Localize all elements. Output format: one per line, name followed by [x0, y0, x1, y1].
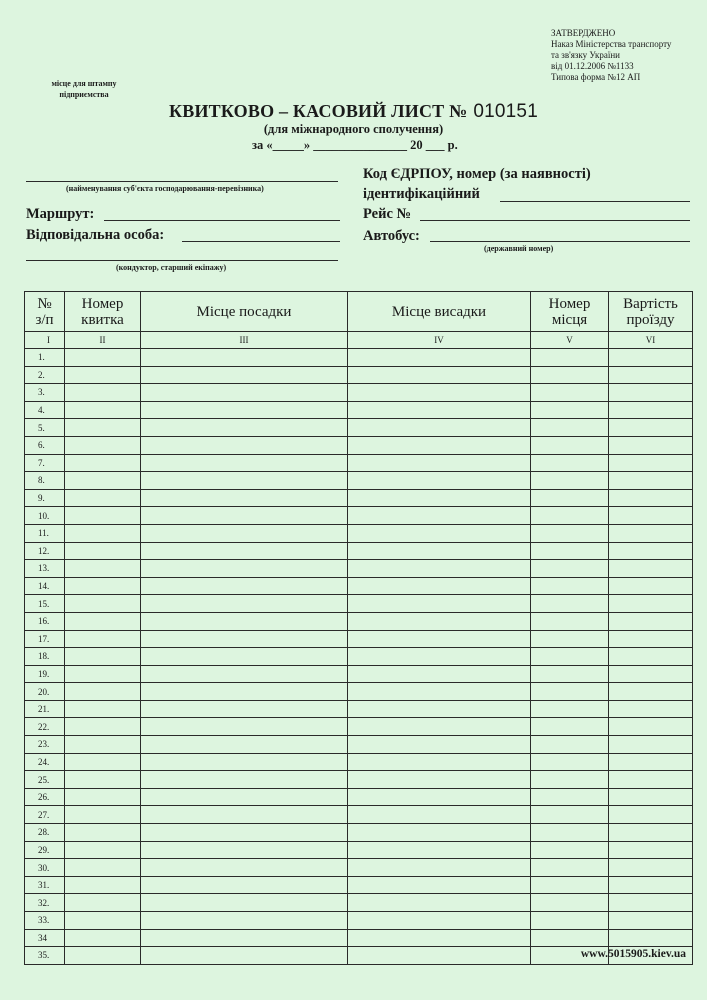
- ticket-number-cell[interactable]: [65, 436, 141, 454]
- alighting-place-cell[interactable]: [348, 401, 531, 419]
- fare-cell[interactable]: [609, 507, 693, 525]
- fare-cell[interactable]: [609, 665, 693, 683]
- seat-number-cell[interactable]: [531, 630, 609, 648]
- header-ticket-number: [65, 292, 141, 332]
- table-row: [25, 366, 693, 384]
- approval-line-3: від 01.12.2006 №1133: [551, 61, 634, 71]
- alighting-place-cell[interactable]: [348, 612, 531, 630]
- alighting-place-cell[interactable]: [348, 560, 531, 578]
- table-row: [25, 542, 693, 560]
- fare-cell[interactable]: [609, 929, 693, 947]
- seat-number-cell[interactable]: [531, 577, 609, 595]
- seat-number-cell[interactable]: [531, 401, 609, 419]
- seat-number-cell[interactable]: [531, 718, 609, 736]
- boarding-place-cell[interactable]: [141, 560, 348, 578]
- seat-number-cell[interactable]: [531, 700, 609, 718]
- row-number: 26.: [25, 788, 65, 806]
- alighting-place-cell[interactable]: [348, 595, 531, 613]
- ticket-number-cell[interactable]: [65, 349, 141, 367]
- table-row: [25, 788, 693, 806]
- form-subtitle: (для міжнародного сполучення): [263, 122, 444, 136]
- table-row: [25, 612, 693, 630]
- seat-number-cell[interactable]: [531, 824, 609, 842]
- boarding-place-cell[interactable]: [141, 912, 348, 930]
- header-seat-number-line-1: Номер: [548, 295, 591, 312]
- table-row: [25, 876, 693, 894]
- seat-number-cell[interactable]: [531, 912, 609, 930]
- header-ticket-number-line-1: Номер: [81, 295, 124, 312]
- fare-cell[interactable]: [609, 612, 693, 630]
- table-row: [25, 912, 693, 930]
- header-fare-line-2: проїзду: [626, 311, 675, 328]
- fare-cell[interactable]: [609, 736, 693, 754]
- alighting-place-cell[interactable]: [348, 648, 531, 666]
- alighting-place-cell[interactable]: [348, 912, 531, 930]
- ticket-number-cell[interactable]: [65, 595, 141, 613]
- stamp-line-1: місце для штампу: [51, 79, 117, 88]
- ticket-number-cell[interactable]: [65, 524, 141, 542]
- seat-number-cell[interactable]: [531, 806, 609, 824]
- ticket-number-cell[interactable]: [65, 736, 141, 754]
- form-title: [0, 101, 707, 123]
- form-number: 010151: [473, 101, 538, 122]
- header-alighting-place: [348, 292, 531, 332]
- alighting-place-cell[interactable]: [348, 665, 531, 683]
- ticket-number-cell[interactable]: [65, 384, 141, 402]
- boarding-place-cell[interactable]: [141, 841, 348, 859]
- roman-column-label: V: [531, 332, 609, 349]
- conductor-caption: (кондуктор, старший екіпажу): [116, 263, 227, 272]
- row-number: 7.: [25, 454, 65, 472]
- seat-number-cell[interactable]: [531, 788, 609, 806]
- boarding-place-cell[interactable]: [141, 665, 348, 683]
- boarding-place-cell[interactable]: [141, 683, 348, 701]
- boarding-place-cell[interactable]: [141, 366, 348, 384]
- ticket-number-cell[interactable]: [65, 401, 141, 419]
- row-number: 13.: [25, 560, 65, 578]
- alighting-place-cell[interactable]: [348, 788, 531, 806]
- fare-cell[interactable]: [609, 560, 693, 578]
- header-seat-number: [531, 292, 609, 332]
- ticket-number-cell[interactable]: [65, 788, 141, 806]
- alighting-place-cell[interactable]: [348, 349, 531, 367]
- seat-number-cell[interactable]: [531, 349, 609, 367]
- table-row: [25, 700, 693, 718]
- alighting-place-cell[interactable]: [348, 947, 531, 965]
- row-number: 11.: [25, 524, 65, 542]
- table-row: [25, 771, 693, 789]
- row-number: 29.: [25, 841, 65, 859]
- fare-cell[interactable]: [609, 630, 693, 648]
- boarding-place-cell[interactable]: [141, 788, 348, 806]
- row-number: 30.: [25, 859, 65, 877]
- alighting-place-cell[interactable]: [348, 384, 531, 402]
- boarding-place-cell[interactable]: [141, 595, 348, 613]
- route-field[interactable]: [104, 220, 340, 221]
- row-number: 23.: [25, 736, 65, 754]
- boarding-place-cell[interactable]: [141, 542, 348, 560]
- roman-column-label: VI: [609, 332, 693, 349]
- boarding-place-cell[interactable]: [141, 736, 348, 754]
- fare-cell[interactable]: [609, 524, 693, 542]
- alighting-place-cell[interactable]: [348, 736, 531, 754]
- ticket-number-cell[interactable]: [65, 824, 141, 842]
- boarding-place-cell[interactable]: [141, 489, 348, 507]
- seat-number-cell[interactable]: [531, 436, 609, 454]
- seat-number-cell[interactable]: [531, 612, 609, 630]
- boarding-place-cell[interactable]: [141, 771, 348, 789]
- boarding-place-cell[interactable]: [141, 876, 348, 894]
- ticket-number-cell[interactable]: [65, 454, 141, 472]
- boarding-place-cell[interactable]: [141, 894, 348, 912]
- ticket-number-cell[interactable]: [65, 718, 141, 736]
- alighting-place-cell[interactable]: [348, 876, 531, 894]
- seat-number-cell[interactable]: [531, 929, 609, 947]
- ticket-number-cell[interactable]: [65, 577, 141, 595]
- seat-number-cell[interactable]: [531, 384, 609, 402]
- roman-column-label: IV: [348, 332, 531, 349]
- boarding-place-cell[interactable]: [141, 718, 348, 736]
- seat-number-cell[interactable]: [531, 560, 609, 578]
- alighting-place-cell[interactable]: [348, 366, 531, 384]
- alighting-place-cell[interactable]: [348, 894, 531, 912]
- alighting-place-cell[interactable]: [348, 577, 531, 595]
- approval-line-1: Наказ Міністерства транспорту: [551, 39, 672, 49]
- row-number: 16.: [25, 612, 65, 630]
- row-number: 19.: [25, 665, 65, 683]
- row-number: 24.: [25, 753, 65, 771]
- seat-number-cell[interactable]: [531, 859, 609, 877]
- fare-cell[interactable]: [609, 806, 693, 824]
- ticket-number-cell[interactable]: [65, 947, 141, 965]
- ticket-number-cell[interactable]: [65, 753, 141, 771]
- seat-number-cell[interactable]: [531, 753, 609, 771]
- seat-number-cell[interactable]: [531, 648, 609, 666]
- alighting-place-cell[interactable]: [348, 771, 531, 789]
- alighting-place-cell[interactable]: [348, 524, 531, 542]
- row-number: 34: [25, 929, 65, 947]
- alighting-place-cell[interactable]: [348, 700, 531, 718]
- form-date: за «_____» _______________ 20 ___ р.: [252, 138, 458, 152]
- ticket-number-cell[interactable]: [65, 700, 141, 718]
- boarding-place-cell[interactable]: [141, 859, 348, 877]
- table-row: [25, 665, 693, 683]
- boarding-place-cell[interactable]: [141, 349, 348, 367]
- fare-cell[interactable]: [609, 788, 693, 806]
- fare-cell[interactable]: [609, 771, 693, 789]
- ident-label: ідентифікаційний: [363, 186, 480, 202]
- fare-cell[interactable]: [609, 859, 693, 877]
- seat-number-cell[interactable]: [531, 419, 609, 437]
- row-number: 25.: [25, 771, 65, 789]
- fare-cell[interactable]: [609, 876, 693, 894]
- bus-label: Автобус:: [363, 228, 420, 244]
- boarding-place-cell[interactable]: [141, 507, 348, 525]
- approval-line-4: Типова форма №12 АП: [551, 72, 641, 82]
- ticket-number-cell[interactable]: [65, 665, 141, 683]
- conductor-field[interactable]: [26, 260, 338, 261]
- table-row: [25, 630, 693, 648]
- ticket-number-cell[interactable]: [65, 489, 141, 507]
- seat-number-cell[interactable]: [531, 542, 609, 560]
- header-no-line-2: з/п: [35, 311, 54, 328]
- ticket-number-cell[interactable]: [65, 630, 141, 648]
- seat-number-cell[interactable]: [531, 876, 609, 894]
- alighting-place-cell[interactable]: [348, 436, 531, 454]
- row-number: 5.: [25, 419, 65, 437]
- row-number: 4.: [25, 401, 65, 419]
- seat-number-cell[interactable]: [531, 524, 609, 542]
- row-number: 2.: [25, 366, 65, 384]
- boarding-place-cell[interactable]: [141, 806, 348, 824]
- route-label: Маршрут:: [26, 206, 95, 222]
- alighting-place-cell[interactable]: [348, 683, 531, 701]
- seat-number-cell[interactable]: [531, 366, 609, 384]
- seat-number-cell[interactable]: [531, 595, 609, 613]
- table-row: [25, 718, 693, 736]
- boarding-place-cell[interactable]: [141, 648, 348, 666]
- ticket-number-cell[interactable]: [65, 419, 141, 437]
- table-row: [25, 472, 693, 490]
- header-seat-number-line-2: місця: [551, 311, 588, 328]
- fare-cell[interactable]: [609, 401, 693, 419]
- boarding-place-cell[interactable]: [141, 454, 348, 472]
- fare-cell[interactable]: [609, 489, 693, 507]
- table-row: [25, 454, 693, 472]
- table-row: [25, 524, 693, 542]
- table-row: [25, 384, 693, 402]
- fare-cell[interactable]: [609, 700, 693, 718]
- row-number: 6.: [25, 436, 65, 454]
- row-number: 31.: [25, 876, 65, 894]
- row-number: 9.: [25, 489, 65, 507]
- header-boarding-place: [141, 292, 348, 332]
- boarding-place-cell[interactable]: [141, 472, 348, 490]
- table-row: [25, 824, 693, 842]
- table-row: [25, 595, 693, 613]
- row-number: 10.: [25, 507, 65, 525]
- table-row: [25, 894, 693, 912]
- alighting-place-cell[interactable]: [348, 753, 531, 771]
- fare-cell[interactable]: [609, 366, 693, 384]
- ticket-number-cell[interactable]: [65, 894, 141, 912]
- fare-cell[interactable]: [609, 912, 693, 930]
- carrier-name-field[interactable]: [26, 181, 338, 182]
- ticket-number-cell[interactable]: [65, 560, 141, 578]
- table-row: [25, 507, 693, 525]
- boarding-place-cell[interactable]: [141, 436, 348, 454]
- row-number: 17.: [25, 630, 65, 648]
- ticket-number-cell[interactable]: [65, 472, 141, 490]
- boarding-place-cell[interactable]: [141, 630, 348, 648]
- row-number: 33.: [25, 912, 65, 930]
- plate-caption: (державний номер): [484, 244, 554, 253]
- alighting-place-cell[interactable]: [348, 507, 531, 525]
- table-row: [25, 806, 693, 824]
- boarding-place-cell[interactable]: [141, 947, 348, 965]
- carrier-caption: (найменування суб'єкта господарювання-перевізника): [66, 184, 264, 193]
- table-row: [25, 436, 693, 454]
- fare-cell[interactable]: [609, 824, 693, 842]
- table-header-row: [25, 292, 693, 332]
- alighting-place-cell[interactable]: [348, 824, 531, 842]
- fare-cell[interactable]: [609, 436, 693, 454]
- boarding-place-cell[interactable]: [141, 401, 348, 419]
- alighting-place-cell[interactable]: [348, 419, 531, 437]
- seat-number-cell[interactable]: [531, 736, 609, 754]
- table-roman-row: [25, 332, 693, 349]
- seat-number-cell[interactable]: [531, 841, 609, 859]
- header-alighting-place-line-1: Місце висадки: [391, 303, 487, 320]
- row-number: 35.: [25, 947, 65, 965]
- ticket-number-cell[interactable]: [65, 366, 141, 384]
- responsible-label: Відповідальна особа:: [26, 227, 165, 243]
- seat-number-cell[interactable]: [531, 507, 609, 525]
- alighting-place-cell[interactable]: [348, 630, 531, 648]
- approval-block: [551, 28, 671, 83]
- form-title-text: КВИТКОВО – КАСОВИЙ ЛИСТ №: [169, 101, 468, 121]
- stamp-place: [40, 78, 128, 100]
- fare-cell[interactable]: [609, 595, 693, 613]
- fare-cell[interactable]: [609, 419, 693, 437]
- alighting-place-cell[interactable]: [348, 718, 531, 736]
- alighting-place-cell[interactable]: [348, 454, 531, 472]
- fare-cell[interactable]: [609, 577, 693, 595]
- table-row: [25, 577, 693, 595]
- fare-cell[interactable]: [609, 384, 693, 402]
- stamp-line-2: підприємства: [59, 90, 109, 99]
- row-number: 3.: [25, 384, 65, 402]
- fare-cell[interactable]: [609, 349, 693, 367]
- passenger-table: [24, 291, 693, 965]
- table-row: [25, 489, 693, 507]
- header-boarding-place-line-1: Місце посадки: [196, 303, 292, 320]
- ident-field[interactable]: [500, 201, 690, 202]
- alighting-place-cell[interactable]: [348, 542, 531, 560]
- alighting-place-cell[interactable]: [348, 841, 531, 859]
- row-number: 28.: [25, 824, 65, 842]
- seat-number-cell[interactable]: [531, 472, 609, 490]
- seat-number-cell[interactable]: [531, 665, 609, 683]
- fare-cell[interactable]: [609, 894, 693, 912]
- header-no-line-1: №: [37, 295, 52, 312]
- table-row: [25, 419, 693, 437]
- ticket-number-cell[interactable]: [65, 841, 141, 859]
- footer-site: www.5015905.kiev.ua: [580, 948, 686, 960]
- row-number: 20.: [25, 683, 65, 701]
- alighting-place-cell[interactable]: [348, 489, 531, 507]
- boarding-place-cell[interactable]: [141, 577, 348, 595]
- roman-column-label: I: [25, 332, 65, 349]
- ticket-number-cell[interactable]: [65, 542, 141, 560]
- row-number: 27.: [25, 806, 65, 824]
- seat-number-cell[interactable]: [531, 894, 609, 912]
- row-number: 22.: [25, 718, 65, 736]
- row-number: 32.: [25, 894, 65, 912]
- ticket-number-cell[interactable]: [65, 859, 141, 877]
- roman-column-label: II: [65, 332, 141, 349]
- seat-number-cell[interactable]: [531, 771, 609, 789]
- boarding-place-cell[interactable]: [141, 419, 348, 437]
- fare-cell[interactable]: [609, 648, 693, 666]
- header-fare-line-1: Вартість: [623, 295, 678, 312]
- table-row: [25, 349, 693, 367]
- approval-title: ЗАТВЕРДЖЕНО: [551, 28, 616, 38]
- flight-label: Рейс №: [363, 206, 412, 222]
- ticket-number-cell[interactable]: [65, 806, 141, 824]
- fare-cell[interactable]: [609, 542, 693, 560]
- ticket-number-cell[interactable]: [65, 771, 141, 789]
- ticket-number-cell[interactable]: [65, 648, 141, 666]
- boarding-place-cell[interactable]: [141, 384, 348, 402]
- fare-cell[interactable]: [609, 841, 693, 859]
- approval-line-2: та зв'язку України: [551, 50, 620, 60]
- alighting-place-cell[interactable]: [348, 859, 531, 877]
- flight-field[interactable]: [420, 220, 690, 221]
- table-row: [25, 929, 693, 947]
- row-number: 15.: [25, 595, 65, 613]
- roman-column-label: III: [141, 332, 348, 349]
- table-row: [25, 683, 693, 701]
- boarding-place-cell[interactable]: [141, 929, 348, 947]
- responsible-field[interactable]: [182, 241, 340, 242]
- header-ticket-number-line-2: квитка: [81, 311, 124, 328]
- boarding-place-cell[interactable]: [141, 753, 348, 771]
- ticket-number-cell[interactable]: [65, 912, 141, 930]
- header-no: [25, 292, 65, 332]
- table-row: [25, 736, 693, 754]
- ticket-number-cell[interactable]: [65, 876, 141, 894]
- alighting-place-cell[interactable]: [348, 929, 531, 947]
- ticket-number-cell[interactable]: [65, 507, 141, 525]
- table-row: [25, 841, 693, 859]
- seat-number-cell[interactable]: [531, 489, 609, 507]
- table-row: [25, 648, 693, 666]
- bus-plate-field[interactable]: [430, 241, 690, 242]
- seat-number-cell[interactable]: [531, 683, 609, 701]
- table-row: [25, 401, 693, 419]
- fare-cell[interactable]: [609, 683, 693, 701]
- alighting-place-cell[interactable]: [348, 472, 531, 490]
- row-number: 1.: [25, 349, 65, 367]
- fare-cell[interactable]: [609, 472, 693, 490]
- ticket-number-cell[interactable]: [65, 929, 141, 947]
- edrpou-label: Код ЄДРПОУ, номер (за наявності): [363, 166, 591, 182]
- boarding-place-cell[interactable]: [141, 824, 348, 842]
- row-number: 21.: [25, 700, 65, 718]
- fare-cell[interactable]: [609, 753, 693, 771]
- row-number: 8.: [25, 472, 65, 490]
- alighting-place-cell[interactable]: [348, 806, 531, 824]
- row-number: 12.: [25, 542, 65, 560]
- header-fare: [609, 292, 693, 332]
- fare-cell[interactable]: [609, 454, 693, 472]
- ticket-number-cell[interactable]: [65, 612, 141, 630]
- boarding-place-cell[interactable]: [141, 612, 348, 630]
- row-number: 14.: [25, 577, 65, 595]
- table-row: [25, 753, 693, 771]
- seat-number-cell[interactable]: [531, 454, 609, 472]
- ticket-number-cell[interactable]: [65, 683, 141, 701]
- boarding-place-cell[interactable]: [141, 700, 348, 718]
- row-number: 18.: [25, 648, 65, 666]
- table-row: [25, 859, 693, 877]
- fare-cell[interactable]: [609, 718, 693, 736]
- boarding-place-cell[interactable]: [141, 524, 348, 542]
- table-row: [25, 560, 693, 578]
